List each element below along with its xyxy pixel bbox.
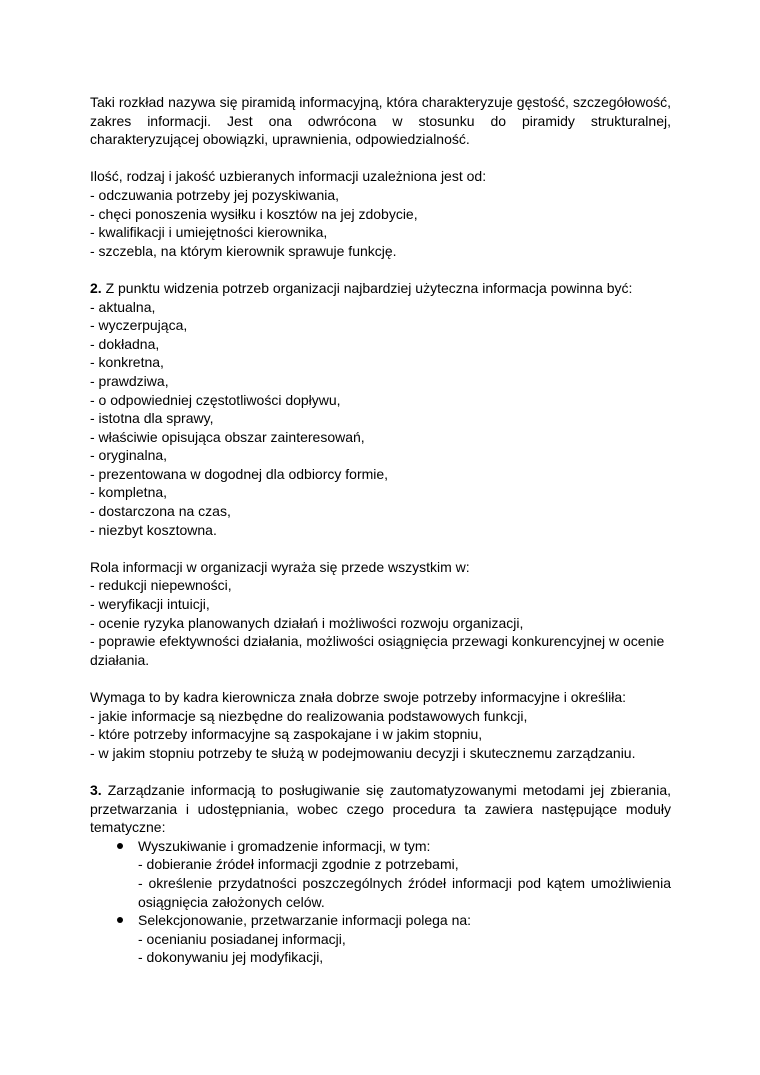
quality-item: - dokładna, [90,335,160,352]
section-2-heading-text: Z punktu widzenia potrzeb organizacji najbardziej użyteczna informacja powinna być: [101,279,633,296]
spacer [90,149,671,168]
bullet-icon [117,843,123,849]
module-title: Wyszukiwanie i gromadzenie informacji, w tym: [138,837,431,854]
module-title: Selekcjonowanie, przetwarzanie informacji polega na: [138,912,472,929]
section-2-heading [90,279,671,298]
section-number: 3. [90,781,102,798]
spacer [90,669,671,688]
amount-item: - chęci ponoszenia wysiłku i kosztów na jej zdobycie, [90,205,418,222]
role-heading: Rola informacji w organizacji wyraża się przede wszystkim w: [90,558,470,575]
role-item: - poprawie efektywności działania, możliwości osiągnięcia przewagi konkurencyjnej w ocenie działania. [90,633,665,668]
section-3-heading [90,781,671,837]
amount-item: - kwalifikacji i umiejętności kierownika, [90,224,328,241]
amount-item: - odczuwania potrzeby jej pozyskiwania, [90,186,340,203]
list-item [90,837,671,911]
section-number: 2. [90,279,102,296]
requires-heading: Wymaga to by kadra kierownicza znała dobrze swoje potrzeby informacyjne i określiła: [90,689,626,705]
document-page [90,93,671,967]
module-subitem: - dokonywaniu jej modyfikacji, [138,949,324,966]
role-item: - weryfikacji intuicji, [90,596,210,613]
module-subitem: - ocenianiu posiadanej informacji, [138,930,346,947]
section-3-heading-text: Zarządzanie informacją to posługiwanie się zautomatyzowanymi metodami jej zbierania, przetwarzania i udostępniania, wobec czego procedura ta zawiera następujące moduły tematyczne: [90,781,671,836]
amount-item: - szczebla, na którym kierownik sprawuje funkcję. [90,242,397,259]
bullet-icon [117,917,123,923]
spacer [90,762,671,781]
quality-item: - prezentowana w dogodnej dla odbiorcy formie, [90,465,389,482]
quality-item: - właściwie opisująca obszar zainteresowań, [90,428,365,445]
list-item [90,911,671,967]
module-subitem: - określenie przydatności poszczególnych źródeł informacji pod kątem umożliwienia osiągnięcia założonych celów. [138,874,671,910]
quality-item: - o odpowiedniej częstotliwości dopływu, [90,391,341,408]
quality-item: - niezbyt kosztowna. [90,521,217,538]
requires-item: - jakie informacje są niezbędne do realizowania podstawowych funkcji, [90,707,528,724]
quality-item: - dostarczona na czas, [90,503,231,520]
quality-item: - kompletna, [90,484,168,501]
module-subitem: - dobieranie źródeł informacji zgodnie z potrzebami, [138,856,459,873]
quality-item: - istotna dla sprawy, [90,410,214,427]
spacer [90,539,671,558]
module-list [90,837,671,967]
quality-item: - prawdziwa, [90,372,169,389]
quality-item: - aktualna, [90,298,156,315]
role-item: - redukcji niepewności, [90,577,232,594]
amount-heading: Ilość, rodzaj i jakość uzbieranych informacji uzależniona jest od: [90,168,487,185]
requires-item: - które potrzeby informacyjne są zaspokajane i w jakim stopniu, [90,726,483,743]
requires-item: - w jakim stopniu potrzeby te służą w podejmowaniu decyzji i skutecznemu zarządzaniu. [90,744,636,761]
spacer [90,260,671,279]
intro-paragraph: Taki rozkład nazywa się piramidą informacyjną, która charakteryzuje gęstość, szczegółowość, zakres informacji. Jest ona odwrócona w stosunku do piramidy strukturalnej, charakteryzującej obowiązki, uprawnienia, odpowiedzialność. [90,94,671,148]
quality-item: - konkretna, [90,354,164,371]
role-item: - ocenie ryzyka planowanych działań i możliwości rozwoju organizacji, [90,614,524,631]
quality-item: - wyczerpująca, [90,317,188,334]
quality-item: - oryginalna, [90,447,168,464]
